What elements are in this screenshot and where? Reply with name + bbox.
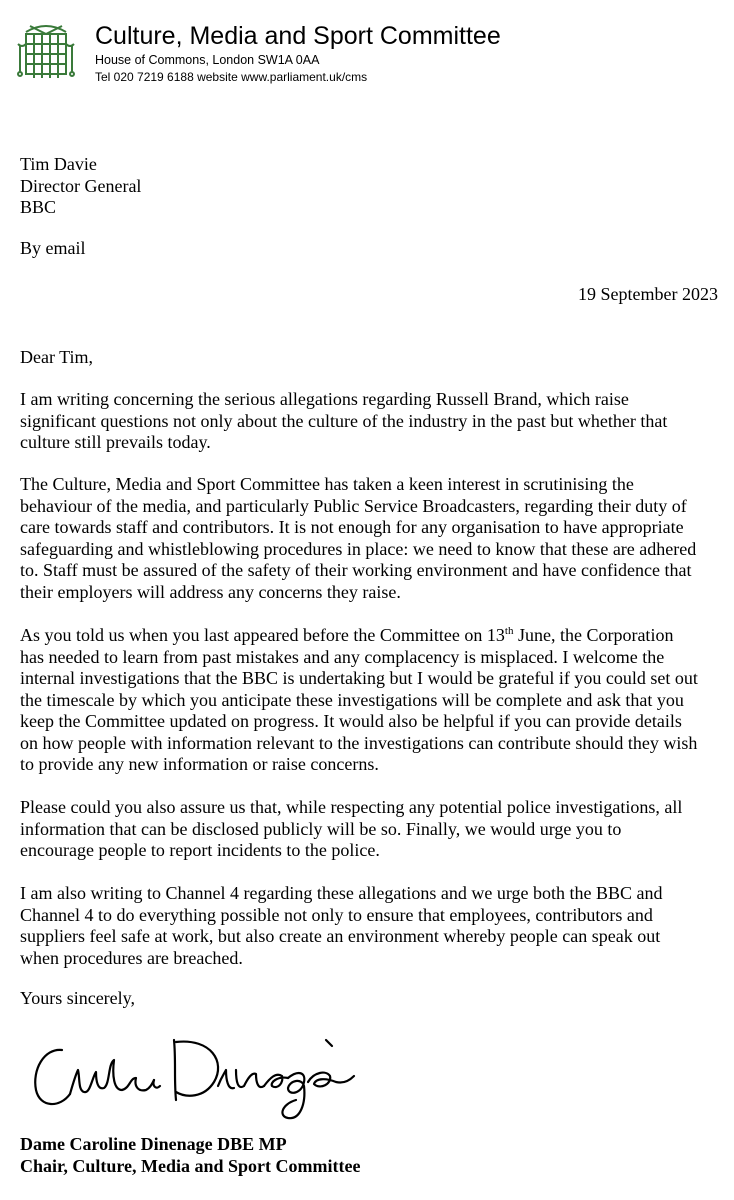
paragraph-line: behaviour of the media, and particularly Public Service Broadcasters, regarding their duty of <box>20 495 687 516</box>
paragraph-line: their employers will address any concerns they raise. <box>20 581 401 602</box>
paragraph-4 <box>20 797 682 862</box>
paragraph-line: information that can be disclosed publicly will be so. Finally, we would urge you to <box>20 818 622 839</box>
paragraph-line: the timescale by which you anticipate these investigations will be complete and ask that you <box>20 689 684 710</box>
paragraph-5 <box>20 883 663 969</box>
paragraph-line: encourage people to report incidents to the police. <box>20 840 380 860</box>
paragraph-text: As you told us when you last appeared before the Committee on 13 <box>20 625 505 645</box>
paragraph-line: significant questions not only about the culture of the industry in the past but whether that <box>20 410 668 431</box>
closing: Yours sincerely, <box>20 988 135 1008</box>
paragraph-2 <box>20 474 696 603</box>
paragraph-line: has needed to learn from past mistakes and any complacency is misplaced. I welcome the <box>20 646 665 667</box>
paragraph-1 <box>20 389 667 454</box>
recipient-title: Director General <box>20 175 142 196</box>
letterhead <box>14 20 714 100</box>
signatory-name: Dame Caroline Dinenage DBE MP <box>20 1134 287 1154</box>
recipient-organisation: BBC <box>20 197 57 217</box>
paragraph-line: on how people with information relevant to the investigations can contribute should they wish <box>20 732 698 753</box>
paragraph-line: keep the Committee updated on progress. It would also be helpful if you can provide details <box>20 711 682 731</box>
paragraph-line: Channel 4 to do everything possible not only to ensure that employees, contributors and <box>20 904 653 925</box>
paragraph-line <box>20 625 698 647</box>
paragraph-line: I am writing concerning the serious allegations regarding Russell Brand, which raise <box>20 389 629 409</box>
paragraph-line: safeguarding and whistleblowing procedures in place: we need to know that these are adhered <box>20 538 697 559</box>
ordinal-suffix: th <box>504 625 514 637</box>
paragraph-line: care towards staff and contributors. It is not enough for any organisation to have appropriate <box>20 517 684 537</box>
recipient-name: Tim Davie <box>20 154 97 174</box>
signatory-role: Chair, Culture, Media and Sport Committee <box>20 1155 361 1176</box>
letter-date: 19 September 2023 <box>578 284 718 304</box>
paragraph-line: internal investigations that the BBC is undertaking but I would be grateful if you could set out <box>20 668 698 688</box>
portcullis-icon <box>14 22 78 84</box>
paragraph-line: I am also writing to Channel 4 regarding these allegations and we urge both the BBC and <box>20 883 663 903</box>
delivery-method: By email <box>20 238 86 258</box>
committee-contact: Tel 020 7219 6188 website www.parliament.uk/cms <box>95 70 368 84</box>
paragraph-line: Please could you also assure us that, while respecting any potential police investigations, all <box>20 797 683 817</box>
paragraph-line: to provide any new information or raise concerns. <box>20 754 379 774</box>
paragraph-line: suppliers feel safe at work, but also create an environment whereby people can speak out <box>20 926 661 946</box>
recipient-block <box>20 154 141 219</box>
handwritten-signature <box>26 1020 356 1125</box>
paragraph-line: when procedures are breached. <box>20 947 243 968</box>
signatory-block <box>20 1134 361 1177</box>
paragraph-line: to. Staff must be assured of the safety of their working environment and have confidence that <box>20 560 692 580</box>
paragraph-line: The Culture, Media and Sport Committee has taken a keen interest in scrutinising the <box>20 474 634 494</box>
paragraph-text: June, the Corporation <box>513 625 674 645</box>
committee-address: House of Commons, London SW1A 0AA <box>95 53 320 67</box>
paragraph-line: culture still prevails today. <box>20 432 211 452</box>
committee-name: Culture, Media and Sport Committee <box>95 22 501 50</box>
salutation: Dear Tim, <box>20 347 94 367</box>
paragraph-3 <box>20 625 698 776</box>
